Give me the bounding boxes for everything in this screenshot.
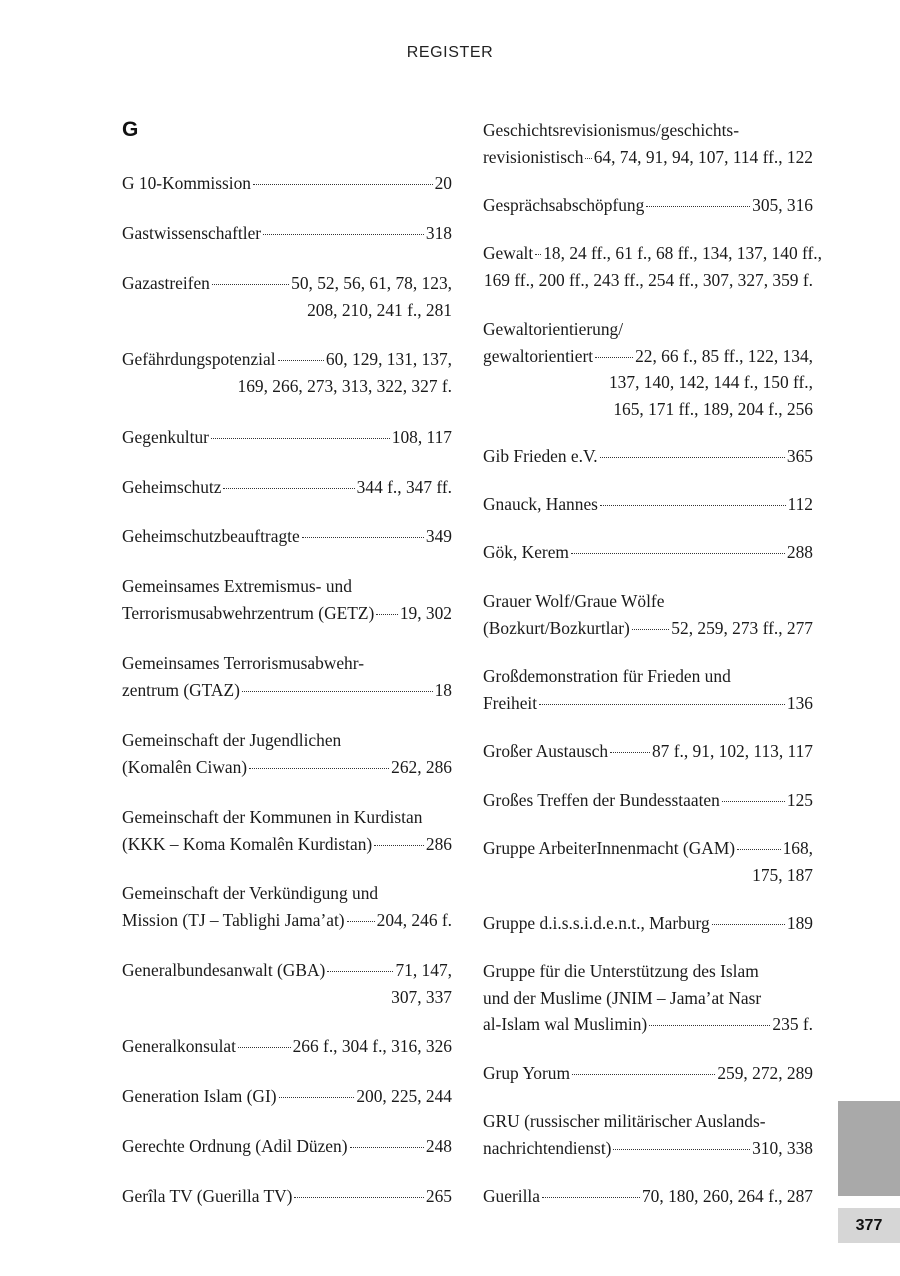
page-references: 200, 225, 244 [356,1086,452,1106]
index-term: (KKK – Koma Komalên Kurdistan) [122,833,373,854]
index-term: Geheimschutz [122,477,222,497]
index-term-line: Geschichtsrevisionismus/geschichts- [483,120,739,140]
index-term-line: Gemeinsames Extremismus- und [122,576,352,596]
index-term-line: Gemeinschaft der Jugendlichen [122,730,342,750]
index-term: zentrum (GTAZ) [122,679,240,700]
index-entry-line [122,754,452,781]
page-references: 259, 272, 289 [717,1063,813,1083]
page-references: 288 [786,542,813,562]
index-term: Gök, Kerem [483,542,569,562]
index-term: Gerechte Ordnung (Adil Düzen) [122,1136,348,1156]
index-entry-line [122,1133,452,1160]
index-entry-line [122,424,452,451]
page-references: 248 [425,1136,452,1156]
index-term-line: Gemeinsames Terrorismusabwehr- [122,653,364,673]
index-entry [122,1183,452,1210]
page-references: 344 f., 347 ff. [356,477,452,497]
index-term-line: GRU (russischer militärischer Auslands- [483,1111,766,1131]
dot-leader [535,254,541,255]
index-term: Gefährdungspotenzial [122,349,276,369]
dot-leader [278,360,324,361]
dot-leader [646,206,750,207]
index-term: revisionistisch [483,146,584,167]
page-references: 18, 24 ff., 61 f., 68 ff., 134, 137, 140 ff., [543,243,822,263]
index-entry-line [122,523,452,550]
index-term: Großes Treffen der Bundesstaaten [483,790,720,810]
index-term: nachrichtendienst) [483,1137,612,1158]
index-term: Gruppe ArbeiterInnenmacht (GAM) [483,838,736,858]
dot-leader [249,768,389,769]
index-term: Gastwissenschaftler [122,223,262,243]
dot-leader [242,691,433,692]
page-references-continued: 165, 171 ff., 189, 204 f., 256 [613,398,813,419]
index-entry [483,958,813,1038]
index-entry-line [122,170,452,197]
index-term-line: Gruppe für die Unterstützung des Islam [483,961,759,981]
index-term: Gazastreifen [122,273,210,293]
dot-leader [294,1197,423,1198]
index-term: Generation Islam (GI) [122,1086,277,1106]
page-references: 20 [434,173,452,193]
index-term-line: Grauer Wolf/Graue Wölfe [483,591,665,611]
index-entry-line [483,690,813,717]
index-entry-line [483,491,813,518]
index-entry-line [122,600,452,627]
index-entry [483,240,822,293]
index-entry [483,663,813,716]
index-term: Gewalt [483,243,534,263]
dot-leader [253,184,433,185]
index-entry-line [483,1060,813,1087]
index-entry-line [122,1083,452,1110]
page-references: 266 f., 304 f., 316, 326 [292,1036,452,1056]
dot-leader [613,1149,750,1150]
index-entry-line [483,192,813,219]
index-entry-line [483,1011,813,1038]
index-entry-line [483,835,813,862]
index-entry [122,880,452,933]
index-entry-line [483,615,813,642]
page-references: 349 [425,526,452,546]
page-references: 18 [434,679,452,700]
index-entry-line [122,1033,452,1060]
index-entry-line [122,677,452,704]
index-term: Grup Yorum [483,1063,570,1083]
index-term: Mission (TJ – Tablighi Jama’at) [122,909,345,930]
index-term: Gegenkultur [122,427,209,447]
index-entry [483,539,813,566]
page-references: 204, 246 f. [376,909,452,930]
index-entry [122,523,452,550]
index-entry [483,117,813,170]
dot-leader [350,1147,424,1148]
index-entry-line [122,957,452,984]
index-term: Großer Austausch [483,741,609,761]
dot-leader [595,357,633,358]
page-references: 265 [425,1186,452,1206]
dot-leader [374,845,424,846]
index-entry-line [483,144,813,171]
index-entry [122,573,452,626]
running-head: REGISTER [406,44,494,61]
index-entry-line [483,343,813,370]
index-term-line: Gewaltorientierung/ [483,319,624,339]
dot-leader [212,284,289,285]
index-entry [483,588,813,641]
page-references: 22, 66 f., 85 ff., 122, 134, [635,345,813,366]
index-term: Generalbundesanwalt (GBA) [122,960,326,980]
index-entry [483,738,813,765]
index-entry-line [483,1183,813,1210]
page-references: 168, [782,838,813,858]
index-entry [122,270,452,323]
page-references: 19, 302 [399,602,452,623]
dot-leader [542,1197,640,1198]
page-references: 310, 338 [752,1137,813,1158]
index-entry-line [122,346,452,373]
dot-leader [585,158,591,159]
page-references-continued: 169 ff., 200 ff., 243 ff., 254 ff., 307, 327, 359 f. [483,269,813,290]
index-term-line: und der Muslime (JNIM – Jama’at Nasr [483,987,762,1008]
index-term: Geheimschutzbeauftragte [122,526,300,546]
page-references-continued: 137, 140, 142, 144 f., 150 ff., [608,372,813,392]
dot-leader [279,1097,355,1098]
index-entry-line [122,220,452,247]
dot-leader [632,629,669,630]
index-entry [483,316,813,422]
index-entry [122,474,452,501]
index-entry [122,424,452,451]
index-term: (Bozkurt/Bozkurtlar) [483,617,630,638]
index-term: G 10-Kommission [122,173,251,193]
index-term: gewaltorientiert [483,345,594,366]
page-references-continued: 208, 210, 241 f., 281 [307,299,452,320]
page-references: 189 [786,913,813,933]
dot-leader [302,537,424,538]
index-entry [122,1133,452,1160]
dot-leader [712,924,785,925]
index-term: (Komalên Ciwan) [122,756,248,777]
page-references: 52, 259, 273 ff., 277 [671,617,813,638]
index-entry-line [483,738,813,765]
dot-leader [600,457,785,458]
page-references: 70, 180, 260, 264 f., 287 [641,1186,813,1206]
dot-leader [649,1025,770,1026]
section-letter: G [122,118,139,141]
dot-leader [737,849,780,850]
index-term-line: Gemeinschaft der Kommunen in Kurdistan [122,807,423,827]
page-references: 235 f. [772,1014,813,1034]
index-entry [483,910,813,937]
page-references: 71, 147, [395,960,452,980]
index-term: al-Islam wal Muslimin) [483,1014,648,1034]
index-entry [122,170,452,197]
index-entry [122,957,452,1010]
index-entry-line [122,907,452,934]
index-entry-line [483,1135,813,1162]
dot-leader [600,505,786,506]
page-references: 365 [786,446,813,466]
index-term-line: Großdemonstration für Frieden und [483,666,731,686]
page-references: 87 f., 91, 102, 113, 117 [651,741,813,761]
dot-leader [722,801,785,802]
dot-leader [238,1047,291,1048]
index-entry [122,220,452,247]
page-references: 262, 286 [391,756,452,777]
index-entry [483,1183,813,1210]
thumb-index-tab [838,1101,900,1196]
dot-leader [539,704,785,705]
index-entry-line [483,910,813,937]
page-references-continued: 307, 337 [391,986,452,1007]
index-entry [122,727,452,780]
index-entry-line [122,270,452,297]
index-entry [483,192,813,219]
index-term: Generalkonsulat [122,1036,236,1056]
page-number: 377 [838,1208,900,1243]
index-entry [122,1033,452,1060]
index-entry-line [122,474,452,501]
page-references: 108, 117 [391,427,452,447]
index-entry [122,346,452,399]
dot-leader [327,971,393,972]
page-references: 136 [786,692,813,713]
dot-leader [263,234,424,235]
index-entry-line [483,539,813,566]
dot-leader [211,438,390,439]
page-references-continued: 175, 187 [752,864,813,885]
index-entry [483,1108,813,1161]
index-term: Gnauck, Hannes [483,494,598,514]
index-entry-line [122,831,452,858]
dot-leader [223,488,354,489]
page-references: 125 [786,790,813,810]
page-references: 50, 52, 56, 61, 78, 123, [291,273,452,293]
page-references: 305, 316 [752,195,813,215]
page-references: 64, 74, 91, 94, 107, 114 ff., 122 [593,146,813,167]
index-entry [483,787,813,814]
page-references: 286 [425,833,452,854]
index-entry [122,650,452,703]
index-term: Guerilla [483,1186,540,1206]
index-entry [483,1060,813,1087]
index-entry [122,804,452,857]
index-term-line: Gemeinschaft der Verkündigung und [122,883,379,903]
index-term: Freiheit [483,692,538,713]
index-entry-line [483,787,813,814]
index-entry [483,491,813,518]
page-references-continued: 169, 266, 273, 313, 322, 327 f. [237,375,452,396]
index-term: Gesprächsabschöpfung [483,195,645,215]
index-entry [122,1083,452,1110]
index-term: Gruppe d.i.s.s.i.d.e.n.t., Marburg [483,913,710,933]
index-term: Gerîla TV (Guerilla TV) [122,1186,293,1206]
dot-leader [610,752,650,753]
index-entry-line [122,1183,452,1210]
dot-leader [572,1074,715,1075]
dot-leader [571,553,785,554]
index-entry [483,835,813,888]
index-entry-line [483,240,822,267]
page-references: 60, 129, 131, 137, [325,349,452,369]
dot-leader [376,614,398,615]
index-term: Gib Frieden e.V. [483,446,598,466]
index-entry [483,443,813,470]
dot-leader [347,921,375,922]
index-entry-line [483,443,813,470]
index-term: Terrorismusabwehrzentrum (GETZ) [122,602,375,623]
page-references: 112 [787,494,813,514]
page-references: 318 [425,223,452,243]
